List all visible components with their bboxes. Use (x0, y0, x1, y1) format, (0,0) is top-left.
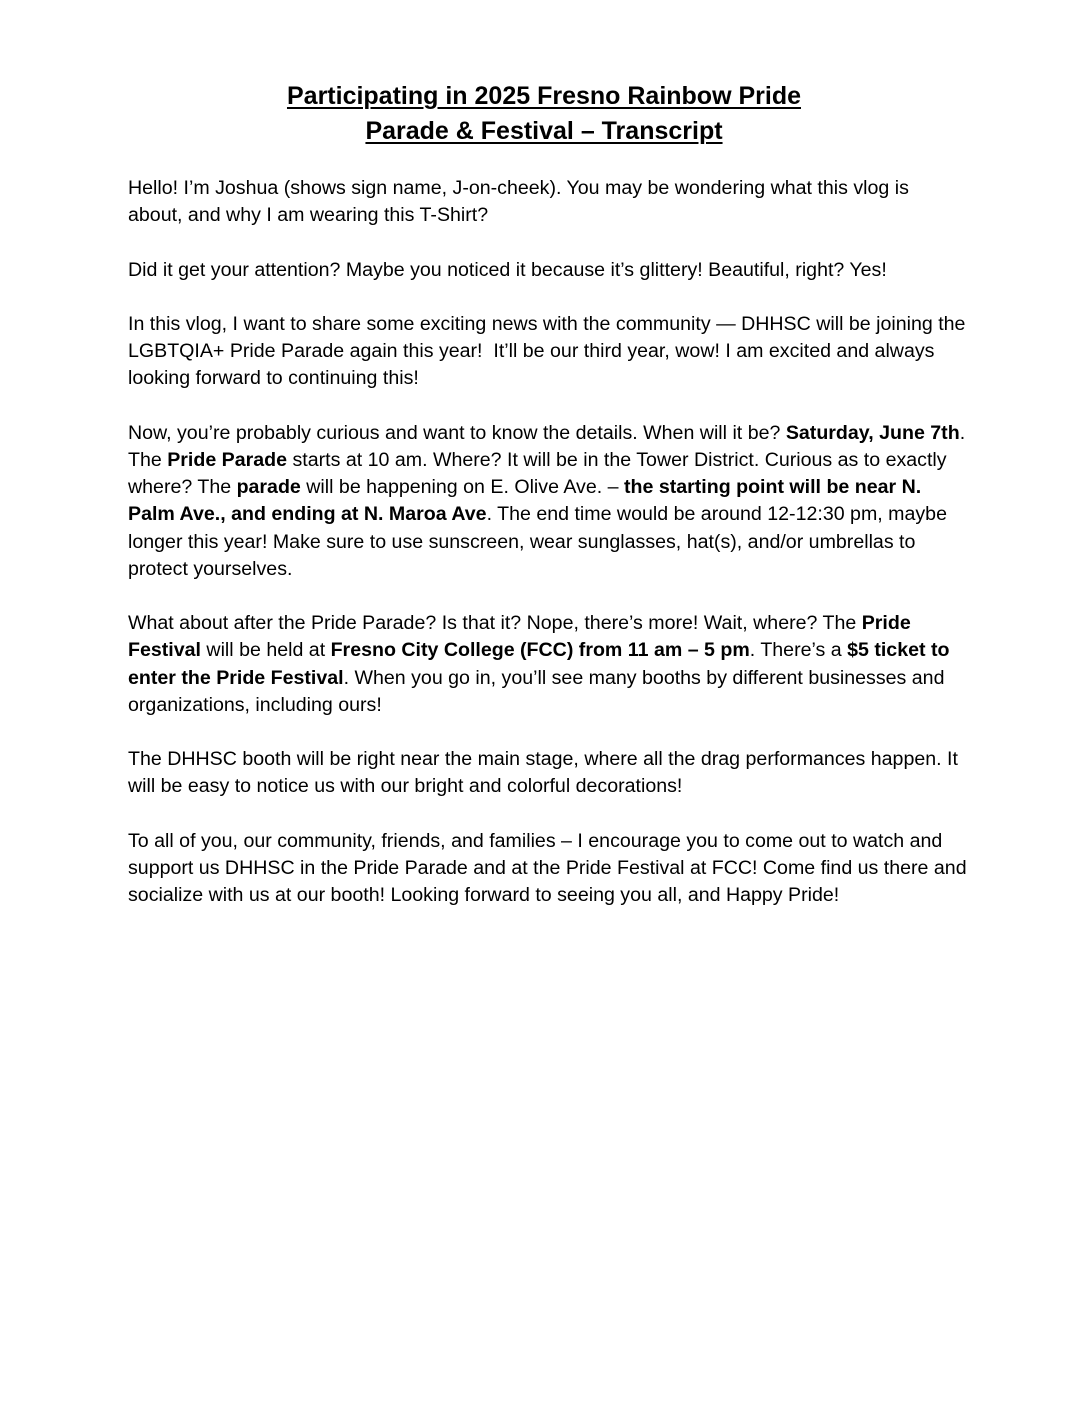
bold-text-run: Fresno City College (FCC) from 11 am – 5 pm (330, 639, 750, 662)
transcript-paragraph (128, 746, 968, 800)
text-run: . The (128, 421, 971, 471)
bold-text-run: parade (236, 476, 301, 499)
page-title (0, 79, 1088, 149)
transcript-paragraph (128, 257, 968, 284)
title-line-1: Participating in 2025 Fresno Rainbow Pride (286, 82, 801, 110)
transcript-paragraph (128, 175, 968, 229)
bold-text-run: $5 ticket to enter the Pride Festival (128, 639, 955, 689)
transcript-paragraph (128, 828, 973, 910)
text-run: Now, you’re probably curious and want to know the details. When will it be? (128, 421, 786, 444)
transcript-body (128, 175, 973, 937)
bold-text-run: the starting point will be near N. Palm Ave., and ending at N. Maroa Ave (128, 476, 927, 526)
text-run: . When you go in, you’ll see many booths by different businesses and organizations, including ours! (128, 666, 950, 716)
title-line-2: Parade & Festival – Transcript (365, 117, 723, 145)
text-run: In this vlog, I want to share some exciting news with the community — DHHSC will be joining the LGBTQIA+ Pride Parade again this year! It’ll be our third year, wow! I am excited and always looking forward to continuing this! (128, 312, 971, 390)
bold-text-run: Saturday, June 7th (785, 421, 960, 444)
text-run: . The end time would be around 12-12:30 pm, maybe longer this year! Make sure to use sunscreen, wear sunglasses, hat(s), and/or umbrellas to protect yourselves. (128, 503, 953, 580)
text-run: Hello! I’m Joshua (shows sign name, J-on-cheek). You may be wondering what this vlog is about, and why I am wearing this T-Shirt? (128, 177, 915, 227)
text-run: will be held at (200, 639, 331, 662)
text-run: will be happening on E. Olive Ave. – (300, 476, 624, 499)
text-run: starts at 10 am. Where? It will be in the Tower District. Curious as to exactly where? The (128, 448, 953, 499)
text-run: To all of you, our community, friends, and families – I encourage you to come out to watch and support us DHHSC in the Pride Parade and at the Pride Festival at FCC! Come find us there and socialize with us at our booth! Looking forward to seeing you all, and Happy Pride! (128, 829, 973, 907)
text-run: . There’s a (749, 639, 848, 662)
text-run: Did it get your attention? Maybe you noticed it because it’s glittery! Beautiful, right? Yes! (128, 258, 887, 281)
bold-text-run: Pride Parade (167, 448, 288, 471)
text-run: What about after the Pride Parade? Is that it? Nope, there’s more! Wait, where? The (128, 612, 862, 635)
transcript-paragraph (128, 610, 968, 719)
bold-text-run: Pride Festival (128, 612, 917, 662)
transcript-paragraph (128, 311, 971, 393)
text-run: The DHHSC booth will be right near the main stage, where all the drag performances happen. It will be easy to notice us with our bright and colorful decorations! (128, 748, 964, 798)
transcript-paragraph (128, 420, 971, 583)
